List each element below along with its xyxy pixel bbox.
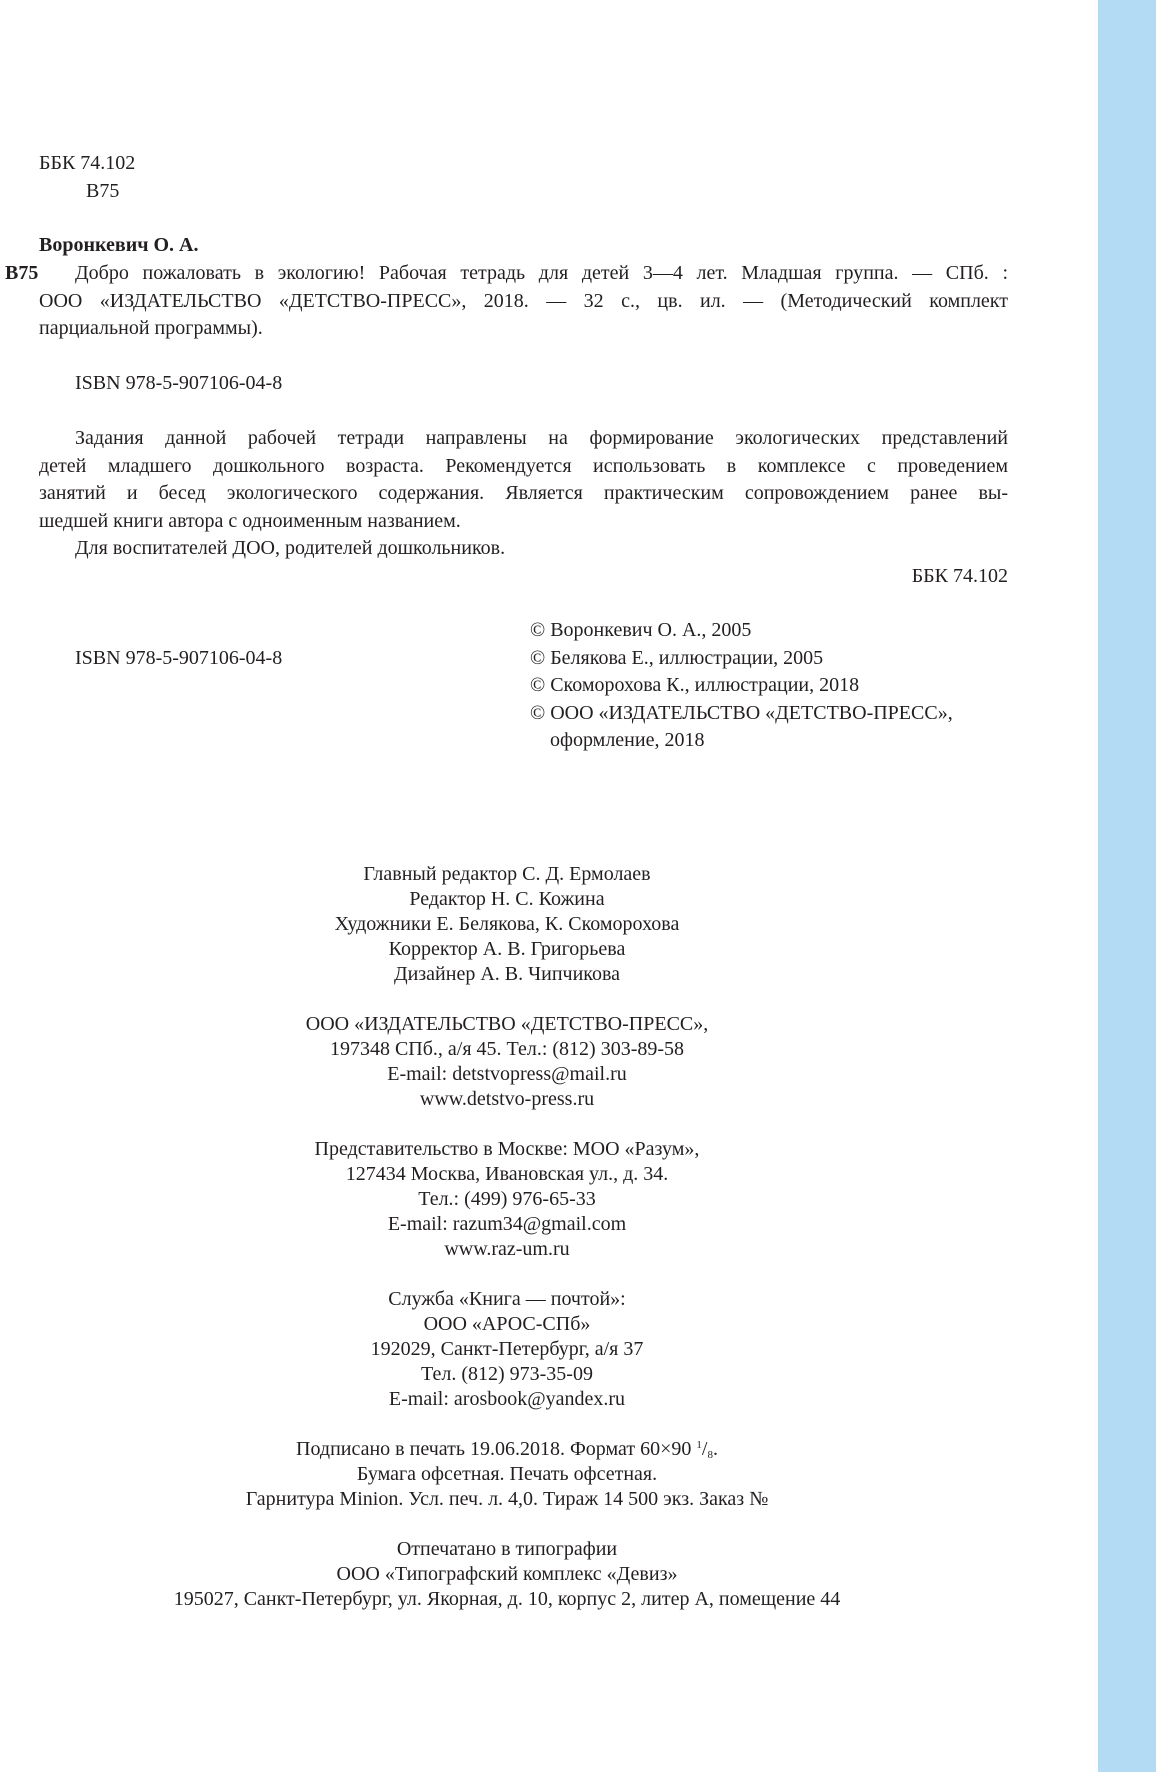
mail-service-line: ООО «АРОС-СПб» [423,1313,591,1335]
audience-line: Для воспитателей ДОО, родителей дошкольников. [75,537,506,559]
isbn-top: ISBN 978-5-907106-04-8 [75,372,283,394]
format-denominator: 8 [707,1449,713,1461]
copyright-line: © ООО «ИЗДАТЕЛЬСТВО «ДЕТСТВО-ПРЕСС», [530,701,953,724]
publisher-email: E-mail: detstvopress@mail.ru [387,1063,627,1085]
moscow-office-email: E-mail: razum34@gmail.com [387,1213,627,1235]
annotation-line: детей младшего дошкольного возраста. Рекомендуется использовать в комплексе с проведением [39,454,1008,477]
mail-service-line: Тел. (812) 973-35-09 [421,1363,593,1385]
staff-line: Редактор Н. С. Кожина [409,888,605,910]
copyright-line: © Скоморохова К., иллюстрации, 2018 [530,674,860,696]
staff-line: Главный редактор С. Д. Ермолаев [363,863,651,885]
mail-service-line: 192029, Санкт-Петербург, а/я 37 [370,1338,644,1360]
mail-service-block [0,1287,1014,1412]
moscow-office-block [0,1137,1014,1262]
moscow-office-line: Тел.: (499) 976-65-33 [418,1188,596,1210]
author-sign: В75 [86,180,120,202]
bib-line-3: парциальной программы). [39,317,263,339]
copyright-line: © Белякова Е., иллюстрации, 2005 [530,646,824,669]
publisher-line: 197348 СПб., а/я 45. Тел.: (812) 303-89-58 [329,1038,685,1060]
side-color-band [1098,0,1156,1772]
staff-line: Художники Е. Белякова, К. Скоморохова [334,913,680,935]
format-end: . [712,1438,718,1460]
catalog-mark: В75 [5,262,39,284]
copyright-line: © Воронкевич О. А., 2005 [530,619,752,641]
format-slash: / [701,1438,708,1460]
annotation-line: шедшей книги автора с одноименным названием. [39,509,461,532]
annotation-line: Задания данной рабочей тетради направлены на формирование экологических представлений [75,427,1008,449]
annotation [39,425,1008,563]
printer-line: ООО «Типографский комплекс «Девиз» [336,1563,678,1585]
print-signed-line [0,1437,1014,1462]
publisher-line: ООО «ИЗДАТЕЛЬСТВО «ДЕТСТВО-ПРЕСС», [305,1013,709,1035]
mail-service-line: Служба «Книга — почтой»: [388,1288,626,1310]
print-typeface-line: Гарнитура Minion. Усл. печ. л. 4,0. Тираж 14 500 экз. Заказ № [245,1488,769,1510]
mail-service-email: E-mail: arosbook@yandex.ru [388,1388,626,1410]
print-info-block [0,1437,1014,1512]
copyright-line: оформление, 2018 [550,729,705,751]
printer-block [0,1537,1014,1612]
printer-address: 195027, Санкт-Петербург, ул. Якорная, д. 10, корпус 2, литер А, помещение 44 [173,1588,841,1610]
author-name: Воронкевич О. А. [39,234,199,256]
staff-line: Дизайнер А. В. Чипчикова [393,963,621,985]
publisher-block [0,1012,1014,1112]
bib-line-1: Добро пожаловать в экологию! Рабочая тетрадь для детей 3—4 лет. Младшая группа. — СПб. : [75,262,1008,284]
annotation-line: занятий и бесед экологического содержания. Является практическим сопровождением ранее вы- [39,482,1008,504]
bib-line-2: ООО «ИЗДАТЕЛЬСТВО «ДЕТСТВО-ПРЕСС», 2018. — 32 с., цв. ил. — (Методический комплект [39,290,1008,312]
copyright-block [530,617,953,755]
moscow-office-line: 127434 Москва, Ивановская ул., д. 34. [345,1163,669,1185]
print-paper-line: Бумага офсетная. Печать офсетная. [356,1463,658,1485]
bbk-code-right: ББК 74.102 [911,565,1008,587]
printer-line: Отпечатано в типографии [396,1538,618,1560]
print-signed-text: Подписано в печать 19.06.2018. Формат 60×90 [296,1438,697,1460]
moscow-office-line: Представительство в Москве: МОО «Разум», [314,1138,700,1160]
isbn-bottom: ISBN 978-5-907106-04-8 [75,647,283,669]
staff-block [0,862,1014,987]
moscow-office-website: www.raz-um.ru [444,1238,570,1260]
publisher-website: www.detstvo-press.ru [419,1088,595,1110]
format-numerator: 1 [696,1439,702,1451]
bbk-code: ББК 74.102 [39,152,136,174]
staff-line: Корректор А. В. Григорьева [388,938,626,960]
